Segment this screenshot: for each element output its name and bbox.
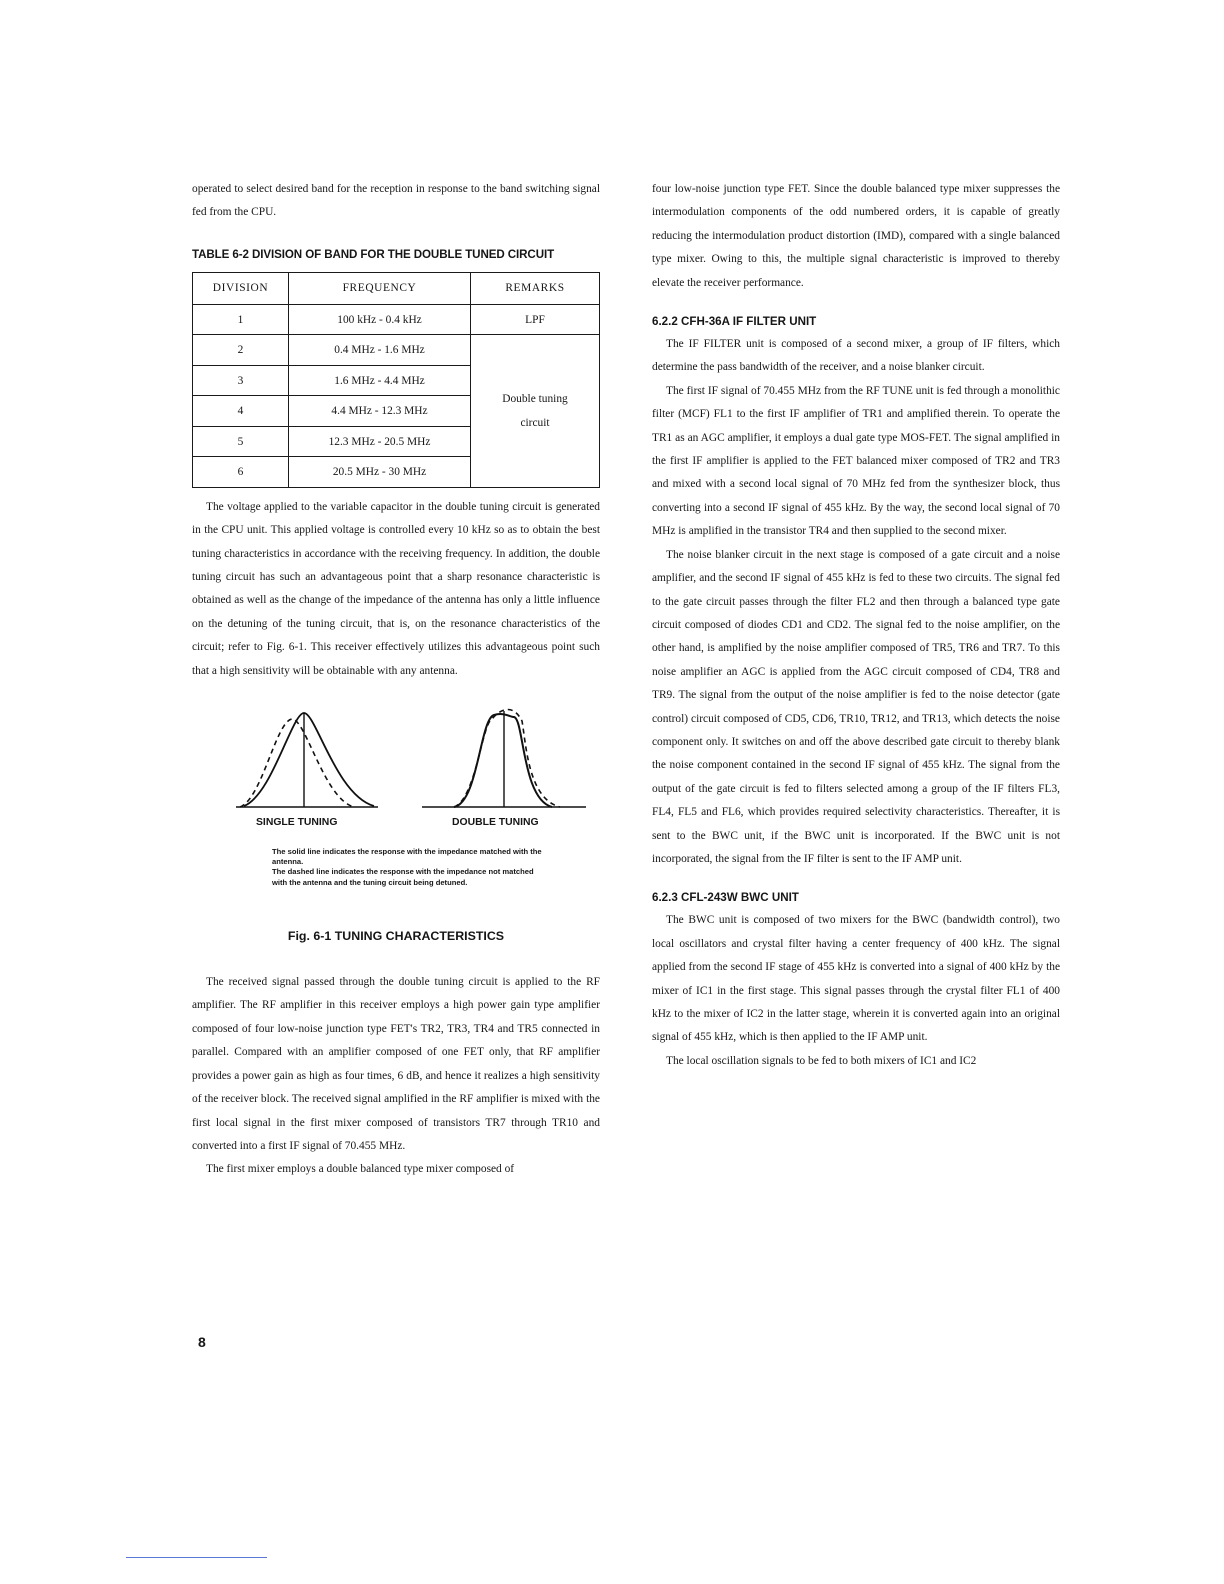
cell-division: 2 — [193, 335, 289, 366]
double-tuning-paragraph: The voltage applied to the variable capacitor in the double tuning circuit is generated in the CPU unit. This applied voltage is controlled every 10 kHz so as to obtain the best tuning characteristics in accordance with the receiving frequency. In addition, the double tuning circuit has such an advantageous point that a sharp resonance characteristic is obtained as well as the change of the impedance of the antenna has only a little influence on the detuning of the tuning circuit, that is, on the resonance characteristics of the circuit; refer to Fig. 6-1. This receiver effectively utilizes this advantageous point such that a high sensitivity will be obtainable with any antenna. — [192, 500, 600, 677]
first-mixer-paragraph: The first mixer employs a double balanced type mixer composed of — [206, 1163, 515, 1176]
double-dashed-curve — [454, 710, 560, 808]
double-solid-curve — [454, 714, 552, 807]
remark-line-2: circuit — [520, 417, 550, 430]
cell-frequency: 12.3 MHz - 20.5 MHz — [289, 426, 471, 457]
cell-frequency: 0.4 MHz - 1.6 MHz — [289, 335, 471, 366]
cell-frequency: 100 kHz - 0.4 kHz — [289, 304, 471, 335]
tuning-curves-diagram — [192, 703, 600, 833]
single-tuning-label: SINGLE TUNING — [256, 817, 338, 829]
single-solid-curve — [244, 713, 374, 806]
table-row — [193, 335, 600, 366]
cell-remarks-merged — [471, 335, 600, 488]
cell-frequency: 20.5 MHz - 30 MHz — [289, 457, 471, 488]
first-if-paragraph: The first IF signal of 70.455 MHz from the RF TUNE unit is fed through a monolithic filter (MCF) FL1 to the first IF amplifier of TR1 and amplified therein. To operate the TR1 as an AGC amplifier, it employs a dual gate type MOS-FET. The signal amplified in the first IF amplifier is applied to the FET balanced mixer composed of TR2 and TR3 and mixed with a second local signal of 70 MHz fed from the synthesizer block, thus converting into a second IF signal of 455 kHz. By the way, the second local signal of 70 MHz is amplified in the transistor TR4 and then supplied to the second mixer. — [652, 384, 1060, 538]
intro-paragraph: operated to select desired band for the reception in response to the band switching signal fed from the CPU. — [192, 183, 600, 219]
note-solid: The solid line indicates the response with the impedance matched with the antenna. — [272, 847, 542, 867]
bwc-unit-paragraph: The BWC unit is composed of two mixers for the BWC (bandwidth control), two local oscillators and crystal filter having a center frequency of 400 kHz. The signal applied from the second IF stage of 455 kHz is converted into a signal of 400 kHz by the mixer of IC1 in the first stage. This signal passes through the crystal filter FL1 of 400 kHz to the mixer of IC2 in the latter stage, wherein it is converted again into an original signal of 455 kHz, which is then applied to the IF AMP unit. — [652, 914, 1060, 1044]
table-header-row — [193, 272, 600, 304]
noise-blanker-paragraph: The noise blanker circuit in the next stage is composed of a gate circuit and a noise amplifier, and the second IF signal of 455 kHz is fed to these two circuits. The signal fed to the gate circuit passes through the filter FL2 and then through a balanced type gate circuit composed of diodes CD1 and CD2. The signal fed to the noise amplifier, on the other hand, is amplified by the noise amplifier composed of TR5, TR6 and TR7. To this noise amplifier an AGC is applied from the AGC circuit composed of CD4, TR8 and TR9. The signal from the output of the noise amplifier is fed to the noise detector (gate control) circuit composed of CD5, CD6, TR10, TR12, and TR13, which detects the noise component only. It switches on and off the above described gate circuit to thereby blank the noise component contained in the second IF signal of 455 kHz. The signal from the output of the gate circuit is fed to filters selected among a group of the IF filters FL3, FL4, FL5 and FL6, which provides required selectivity characteristics. Thereafter, it is sent to the BWC unit, if the BWC unit is incorporated. If the BWC unit is not incorporated, the signal from the IF filter is sent to the IF AMP unit. — [652, 548, 1060, 865]
cell-frequency: 4.4 MHz - 12.3 MHz — [289, 396, 471, 427]
right-column — [652, 178, 1060, 1073]
if-filter-intro-paragraph: The IF FILTER unit is composed of a second mixer, a group of IF filters, which determine the pass bandwidth of the receiver, and a noise blanker circuit. — [652, 338, 1060, 374]
header-frequency: FREQUENCY — [289, 272, 471, 304]
table-row — [193, 304, 600, 335]
band-division-table — [192, 272, 600, 488]
page-number: 8 — [198, 1334, 206, 1350]
cell-division: 4 — [193, 396, 289, 427]
mixer-continuation-paragraph: four low-noise junction type FET. Since the double balanced type mixer suppresses the intermodulation components of the odd numbered orders, it is capable of greatly reducing the intermodulation product distortion (IMD), compared with a single balanced type mixer. Owing to this, the multiple signal characteristic is improved to thereby elevate the receiver performance. — [652, 183, 1060, 289]
left-column — [192, 178, 600, 1182]
table-caption: TABLE 6-2 DIVISION OF BAND FOR THE DOUBLE TUNED CIRCUIT — [192, 247, 555, 261]
double-tuning-label: DOUBLE TUNING — [452, 817, 539, 829]
cell-remarks: LPF — [471, 304, 600, 335]
rf-amplifier-paragraph: The received signal passed through the double tuning circuit is applied to the RF amplifier. The RF amplifier in this receiver employs a high power gain type amplifier composed of four low-noise junction type FET's TR2, TR3, TR4 and TR5 connected in parallel. Compared with an amplifier composed of one FET only, that RF amplifier provides a power gain as high as four times, 6 dB, and hence it realizes a high sensitivity of the receiver block. The received signal amplified in the RF amplifier is mixed with the first local signal in the first mixer composed of transistors TR7 through TR10 and converted into a first IF signal of 70.455 MHz. — [192, 976, 600, 1152]
cell-frequency: 1.6 MHz - 4.4 MHz — [289, 365, 471, 396]
cell-division: 5 — [193, 426, 289, 457]
local-oscillation-paragraph: The local oscillation signals to be fed to both mixers of IC1 and IC2 — [666, 1054, 977, 1067]
header-remarks: REMARKS — [471, 272, 600, 304]
section-heading-6-2-2: 6.2.2 CFH-36A IF FILTER UNIT — [652, 315, 817, 329]
cell-division: 3 — [193, 365, 289, 396]
single-dashed-curve — [240, 719, 354, 807]
cell-division: 6 — [193, 457, 289, 488]
footer-rule — [126, 1557, 267, 1558]
tuning-figure — [192, 703, 600, 949]
section-heading-6-2-3: 6.2.3 CFL-243W BWC UNIT — [652, 891, 799, 905]
remark-line-1: Double tuning — [502, 393, 568, 406]
header-division: DIVISION — [193, 272, 289, 304]
cell-division: 1 — [193, 304, 289, 335]
note-dashed: The dashed line indicates the response with the impedance not matched with the antenna and the tuning circuit being detuned. — [272, 867, 534, 887]
figure-note — [272, 847, 542, 888]
figure-caption: Fig. 6-1 TUNING CHARACTERISTICS — [287, 929, 505, 944]
